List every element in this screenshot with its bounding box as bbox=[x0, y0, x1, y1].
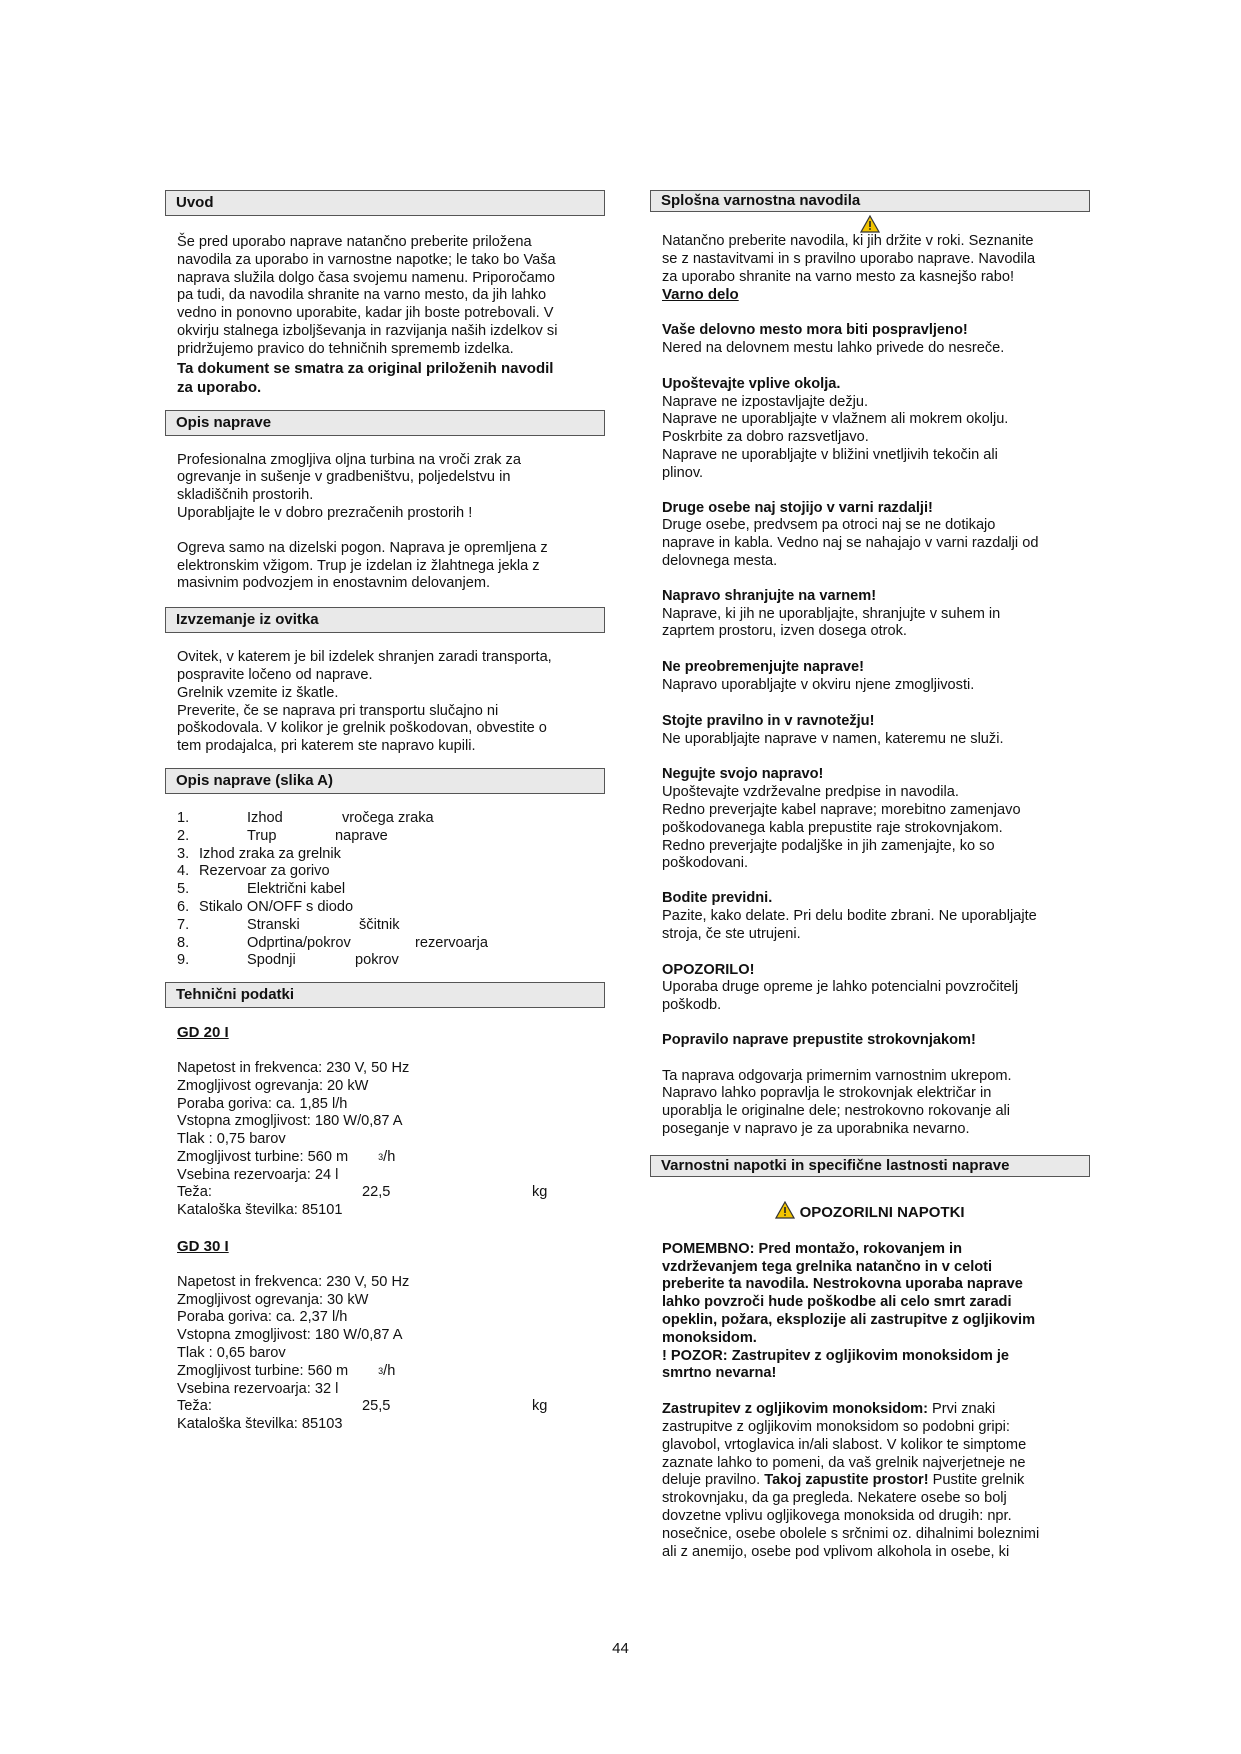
warning-triangle-icon bbox=[650, 215, 1090, 233]
line: Uporabljajte le v dobro prezračenih prostorih ! bbox=[177, 504, 473, 521]
zastrupitev-text: Zastrupitev z ogljikovim monoksidom: Prvi znaki zastrupitve z ogljikovim monoksidom so podobni gripi: glavobol, vrtoglavica in/ali slabost. V kolikor te simptome zaznate lahko to pomeni, da vaš grelnik najverjetneje ne deluje pravilno. Takoj zapustite prostor! Pustite grelnik strokovnjaku, da ga pregleda. Nekatere osebe so bolj dovzetne vplivu ogljikovega monoksida od drugih: npr. nosečnice, osebe obolele s srčnimi oz. dihalnimi boleznimi ali z anemijo, osebe pod vplivom alkohola in osebe, ki bbox=[662, 1401, 1040, 1560]
line: tem prodajalca, pri katerem ste napravo kupili. bbox=[177, 738, 476, 755]
spec-row: Napetost in frekvenca: 230 V, 50 Hz bbox=[177, 1273, 410, 1290]
izvzemanje-text bbox=[165, 649, 605, 756]
spec-row: Zmogljivost ogrevanja: 20 kW bbox=[177, 1077, 369, 1094]
page-number: 44 bbox=[612, 1640, 629, 1657]
spec-row: Poraba goriva: ca. 2,37 l/h bbox=[177, 1309, 348, 1326]
closing-text: Ta naprava odgovarja primernim varnostnim ukrepom. Napravo lahko popravlja le strokovnjak električar in uporablja le originalne dele; nestrokovno rokovanje ali poseganje v napravo je za uporabnika nevarno. bbox=[662, 1067, 1012, 1138]
splosna-text bbox=[650, 233, 1090, 304]
line: pridržujemo pravico do tehničnih sprememb izdelka. bbox=[177, 340, 514, 357]
opis-text bbox=[165, 452, 605, 594]
spec-row: Poraba goriva: ca. 1,85 l/h bbox=[177, 1095, 348, 1112]
safety-block: Popravilo naprave prepustite strokovnjakom! bbox=[662, 1031, 976, 1048]
pomembno-text: POMEMBNO: Pred montažo, rokovanjem in vzdrževanjem tega grelnika natančno in v celoti preberite ta navodila. Nestrokovna uporaba naprave lahko povzroči hude poškodbe ali celo smrt zaradi opeklin, požara, eksplozije ali zastrupitve z ogljikovim monoksidom. ! POZOR: Zastrupitev z ogljikovim monoksidom je smrtno nevarna! bbox=[662, 1240, 1036, 1382]
spec-row-weight: Teža: 25,5 kg bbox=[177, 1398, 548, 1415]
safety-block: OPOZORILO! Uporaba druge opreme je lahko potencialni povzročitelj poškodb. bbox=[662, 961, 1019, 1014]
warning-triangle-icon bbox=[775, 1201, 795, 1223]
bold-line: za uporabo. bbox=[177, 379, 262, 397]
spec-row: Kataloška številka: 85101 bbox=[177, 1202, 343, 1219]
line: Še pred uporabo naprave natančno preberite priložena bbox=[177, 234, 532, 250]
line: navodila za uporabo in varnostne napotke; le tako bo Vaša bbox=[177, 251, 556, 268]
line: poškodovala. V kolikor je grelnik poškodovan, obvestite o bbox=[177, 720, 547, 737]
section-header-izvzemanje: Izvzemanje iz ovitka bbox=[165, 607, 605, 633]
list-item: 7. Stranski ščitnik bbox=[177, 916, 400, 933]
line: elektronskim vžigom. Trup je izdelan iz žlahtnega jekla z bbox=[177, 557, 540, 574]
section-header-splosna: Splošna varnostna navodila bbox=[650, 190, 1090, 212]
line: okvirju stalnega izboljševanja in razvijanja naših izdelkov si bbox=[177, 322, 558, 339]
safety-blocks bbox=[650, 322, 1090, 1139]
spec-row: Tlak : 0,65 barov bbox=[177, 1345, 286, 1362]
line: ogrevanje in sušenje v gradbeništvu, poljedelstvu in bbox=[177, 469, 511, 486]
safety-block: Upoštevajte vplive okolja. Naprave ne izpostavljajte dežju. Naprave ne uporabljajte v vlažnem ali mokrem okolju. Poskrbite za dobro razsvetljavo. Naprave ne uporabljajte v bližini vnetljivih tekočin ali plinov. bbox=[662, 375, 1009, 481]
line: Natančno preberite navodila, ki jih držite v roki. Seznanite bbox=[662, 233, 1034, 249]
line: pospravite ločeno od naprave. bbox=[177, 666, 373, 683]
section-header-varnostni: Varnostni napotki in specifične lastnosti naprave bbox=[650, 1155, 1090, 1177]
line: skladiščnih prostorih. bbox=[177, 487, 314, 504]
line: masivnim podvozjem in enostavnim delovanjem. bbox=[177, 575, 491, 592]
spec-row: Vsebina rezervoarja: 32 l bbox=[177, 1380, 339, 1397]
safety-block: Ne preobremenjujte naprave! Napravo uporabljajte v okviru njene zmogljivosti. bbox=[662, 659, 975, 693]
spec-row: Vstopna zmogljivost: 180 W/0,87 A bbox=[177, 1327, 403, 1344]
line: Preverite, če se naprava pri transportu slučajno ni bbox=[177, 702, 499, 719]
list-item: 4. Rezervoar za gorivo bbox=[177, 863, 330, 880]
section-header-tehnicni: Tehnični podatki bbox=[165, 982, 605, 1008]
line: naprava služila dolgo časa svojemu namenu. Priporočamo bbox=[177, 269, 556, 286]
line: Profesionalna zmogljiva oljna turbina na vroči zrak za bbox=[177, 451, 521, 468]
section-header-opis-slika: Opis naprave (slika A) bbox=[165, 768, 605, 794]
spec-row: Vsebina rezervoarja: 24 l bbox=[177, 1166, 339, 1183]
line: Ogreva samo na dizelski pogon. Naprava je opremljena z bbox=[177, 539, 548, 556]
subheading-varno-delo: Varno delo bbox=[662, 286, 739, 304]
spec-row-turbine: Zmogljivost turbine: 560 m 3 /h bbox=[177, 1362, 396, 1379]
model-title: GD 30 I bbox=[177, 1238, 229, 1256]
uvod-text bbox=[165, 234, 605, 398]
parts-list bbox=[165, 810, 605, 970]
right-column bbox=[650, 190, 1090, 1561]
spec-row: Zmogljivost ogrevanja: 30 kW bbox=[177, 1291, 369, 1308]
list-item: 5. Električni kabel bbox=[177, 881, 346, 898]
list-item: 3. Izhod zraka za grelnik bbox=[177, 845, 341, 862]
list-item: 6. Stikalo ON/OFF s diodo bbox=[177, 898, 354, 915]
list-item: 9. Spodnji pokrov bbox=[177, 952, 399, 969]
safety-block: Bodite previdni. Pazite, kako delate. Pri delu bodite zbrani. Ne uporabljajte stroja, če ste utrujeni. bbox=[662, 890, 1037, 942]
bold-line: Ta dokument se smatra za original priloženih navodil bbox=[177, 359, 554, 377]
safety-block: Vaše delovno mesto mora biti pospravljeno! Nered na delovnem mestu lahko privede do nesreče. bbox=[662, 322, 1005, 356]
safety-block: Stojte pravilno in v ravnotežju! Ne uporabljajte naprave v namen, kateremu ne služi. bbox=[662, 712, 1004, 747]
spec-row: Tlak : 0,75 barov bbox=[177, 1131, 286, 1148]
spec-row: Napetost in frekvenca: 230 V, 50 Hz bbox=[177, 1059, 410, 1076]
safety-block: Negujte svojo napravo! Upoštevajte vzdrževalne predpise in navodila. Redno preverjajte kabel naprave; morebitno zamenjavo poškodovanega kabla prepustite raje strokovnjakom. Redno preverjajte podaljške in jih zamenjajte, ko so poškodovani. bbox=[662, 766, 1021, 872]
spec-gd30 bbox=[165, 1238, 605, 1434]
model-title: GD 20 I bbox=[177, 1024, 229, 1042]
spec-row: Vstopna zmogljivost: 180 W/0,87 A bbox=[177, 1113, 403, 1130]
left-column bbox=[165, 190, 605, 1434]
section-header-uvod: Uvod bbox=[165, 190, 605, 216]
spec-row: Kataloška številka: 85103 bbox=[177, 1416, 343, 1433]
list-item: 8. Odprtina/pokrov rezervoarja bbox=[177, 934, 488, 951]
spec-row-turbine: Zmogljivost turbine: 560 m 3 /h bbox=[177, 1148, 396, 1165]
safety-block: Druge osebe naj stojijo v varni razdalji! Druge osebe, predvsem pa otroci naj se ne dotikajo naprave in kabla. Vedno naj se nahajajo v varni razdalji od delovnega mesta. bbox=[662, 499, 1039, 569]
opozorilni-heading: OPOZORILNI NAPOTKI bbox=[650, 1201, 1090, 1223]
list-item: 1. Izhod vročega zraka bbox=[177, 809, 434, 826]
safety-block: Napravo shranjujte na varnem! Naprave, ki jih ne uporabljajte, shranjujte v suhem in zaprtem prostoru, izven dosega otrok. bbox=[662, 587, 1001, 640]
line: za uporabo shranite na varno mesto za kasnejšo rabo! bbox=[662, 268, 1015, 285]
list-item: 2. Trup naprave bbox=[177, 827, 388, 844]
line: se z nastavitvami in s pravilno uporabo naprave. Navodila bbox=[662, 250, 1036, 267]
line: Grelnik vzemite iz škatle. bbox=[177, 684, 339, 701]
line: vedno in ponovno uporabite, kadar jih boste potrebovali. V bbox=[177, 305, 554, 322]
line: Ovitek, v katerem je bil izdelek shranjen zaradi transporta, bbox=[177, 649, 552, 666]
spec-gd20 bbox=[165, 1024, 605, 1220]
spec-row-weight: Teža: 22,5 kg bbox=[177, 1184, 548, 1201]
section-header-opis: Opis naprave bbox=[165, 410, 605, 436]
line: pa tudi, da navodila shranite na varno mesto, da jih lahko bbox=[177, 287, 547, 304]
